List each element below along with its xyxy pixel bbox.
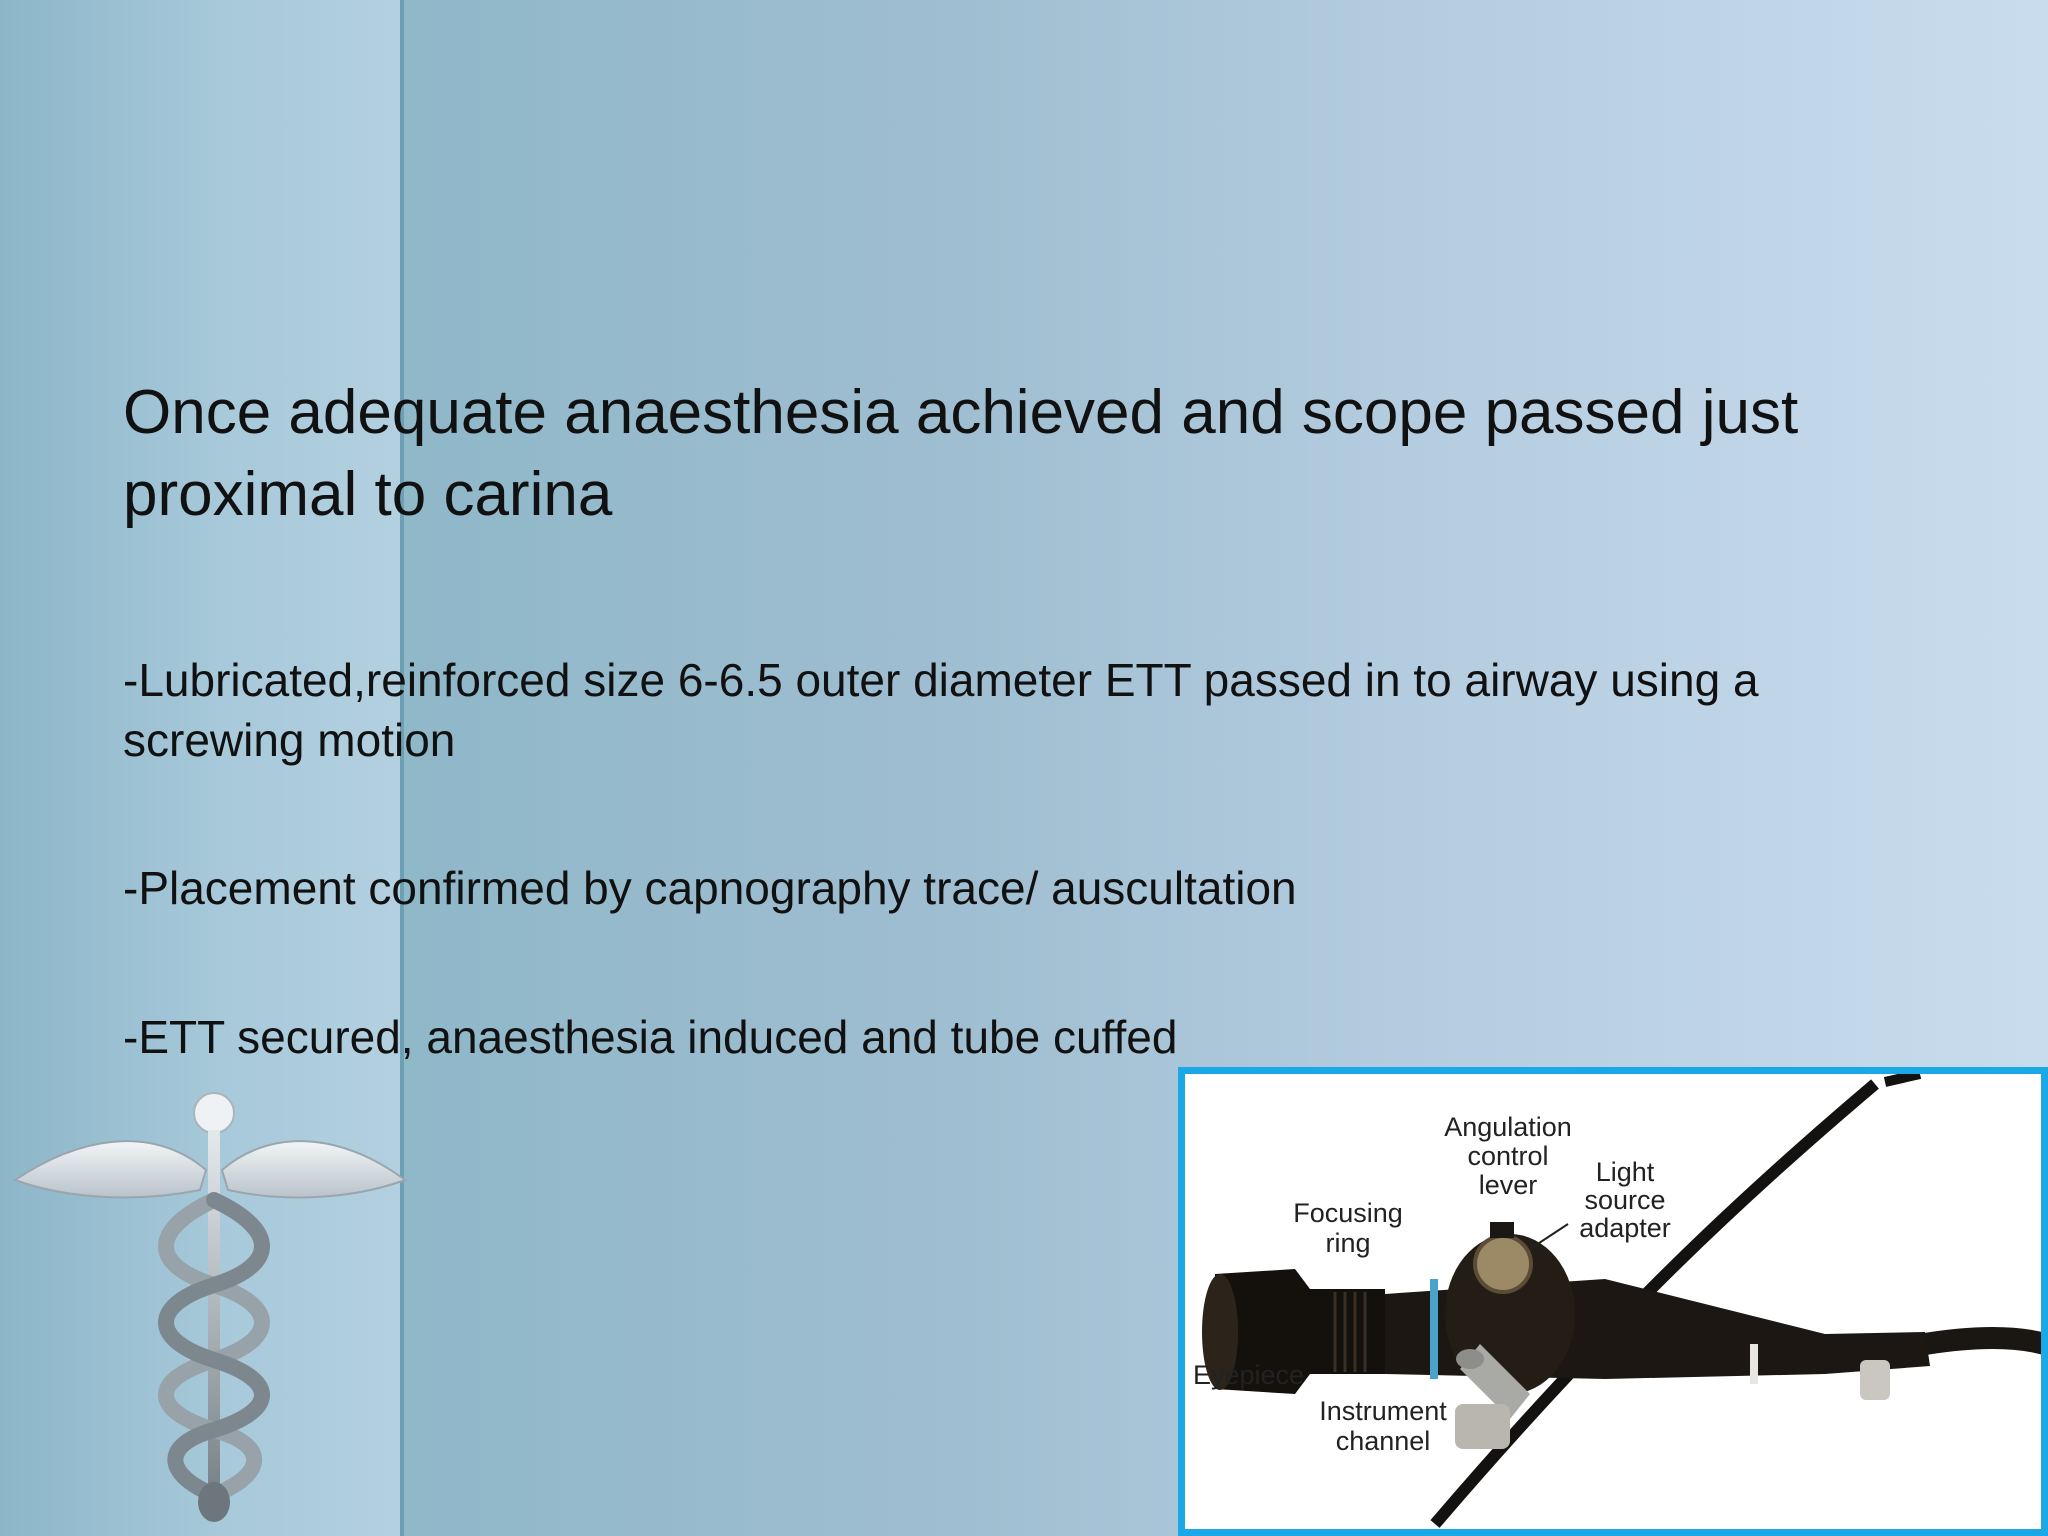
- label-light-2: source: [1584, 1185, 1666, 1215]
- label-instrument-1: Instrument: [1319, 1396, 1447, 1426]
- accent-ring: [1430, 1279, 1438, 1379]
- label-instrument-2: channel: [1335, 1426, 1431, 1456]
- caduceus-icon: [10, 1090, 410, 1530]
- light-source-knob: [1860, 1360, 1890, 1400]
- label-angulation-2: control: [1467, 1141, 1549, 1171]
- bullet-placement-confirmed: -Placement confirmed by capnography trace/ auscultation: [123, 862, 1297, 914]
- label-light-3: adapter: [1579, 1213, 1671, 1243]
- label-focusing-1: Focusing: [1293, 1198, 1403, 1228]
- label-eyepiece: Eyepiece: [1193, 1360, 1305, 1390]
- angulation-lever-knob: [1475, 1236, 1531, 1292]
- instrument-channel-valve: [1455, 1404, 1510, 1449]
- light-guide-cable: [1925, 1338, 2041, 1344]
- bronchoscope-diagram: [1185, 1074, 2041, 1529]
- label-light-1: Light: [1595, 1157, 1655, 1187]
- label-angulation-1: Angulation: [1444, 1112, 1572, 1142]
- slide-title: Once adequate anaesthesia achieved and scope passed just proximal to carina: [123, 378, 1799, 529]
- bullet-ett-secured: -ETT secured, anaesthesia induced and tube cuffed: [123, 1011, 1178, 1063]
- label-focusing-2: ring: [1325, 1228, 1371, 1258]
- label-angulation-3: lever: [1478, 1170, 1538, 1200]
- bronchoscope-photo: [1178, 1067, 2048, 1536]
- bullet-lubricated-ett: -Lubricated,reinforced size 6-6.5 outer diameter ETT passed in to airway using a screwing motion: [123, 654, 1759, 766]
